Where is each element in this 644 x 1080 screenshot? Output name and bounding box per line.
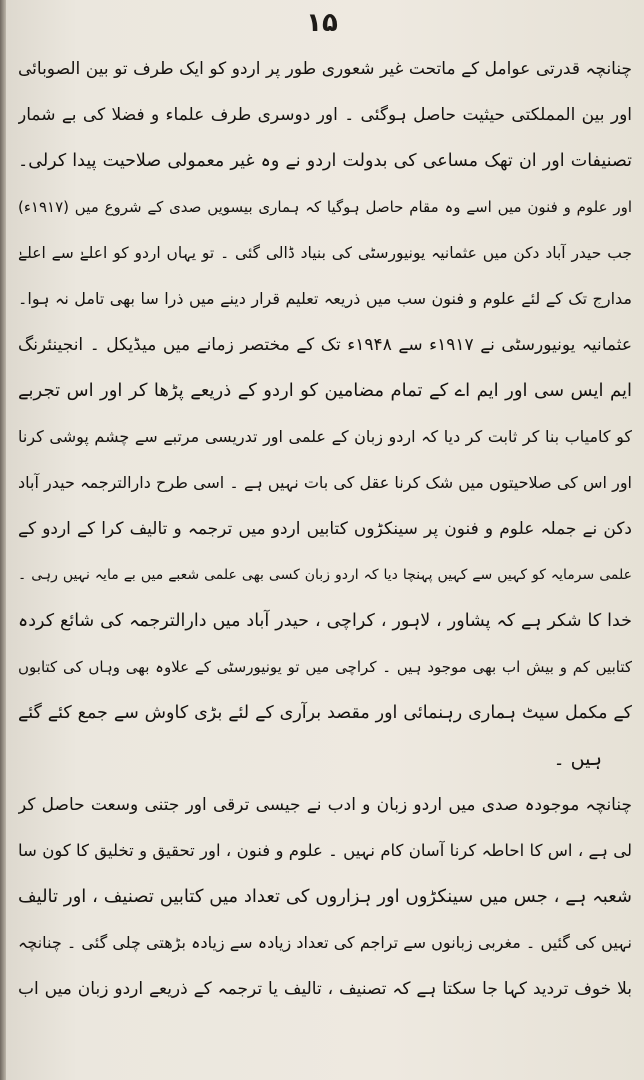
text-line: چنانچہ موجودہ صدی میں اردو زبان و ادب نے جیسی ترقی اور جتنی وسعت حاصل کر <box>18 795 632 815</box>
body-text <box>18 46 632 1012</box>
text-line: نہیں کی گئیں ۔ مغربی زبانوں سے تراجم کی تعداد زیادہ سے زیادہ بڑھتی چلی گئی ۔ چنانچہ <box>18 933 632 952</box>
text-line: اور بین المملکتی حیثیت حاصل ہوگئی ۔ اور دوسری طرف علماء و فضلا کی بے شمار <box>18 105 632 125</box>
text-line: مدارج تک کے لئے علوم و فنون سب میں ذریعہ تعلیم قرار دینے میں ذرا سا بھی تامل نہ ہوا۔ <box>18 289 632 308</box>
page-number: ۱۵ <box>306 8 338 38</box>
text-line: تصنیفات اور ان تھک مساعی کی بدولت اردو نے وہ غیر معمولی صلاحیت پیدا کرلی۔ <box>18 151 632 171</box>
text-line: اور اس کی صلاحیتوں میں شک کرنا عقل کی بات نہیں ہے ۔ اسی طرح دارالترجمہ حیدر آباد <box>18 473 632 492</box>
text-line: ایم ایس سی اور ایم اے کے تمام مضامین کو اردو کے ذریعے پڑھا کر اور اس تجربے <box>18 380 632 401</box>
text-line: شعبہ ہے ، جس میں سینکڑوں اور ہزاروں کی تعداد میں کتابیں تصنیف ، اور تالیف <box>18 886 632 907</box>
text-line: علمی سرمایہ کو کہیں سے کہیں پہنچا دیا کہ اردو زبان کسی بھی علمی شعبے میں بے مایہ نہیں رہی ۔ <box>18 567 632 583</box>
text-line: چنانچہ قدرتی عوامل کے ماتحت غیر شعوری طور پر اردو کو ایک طرف تو بین الصوبائی <box>18 59 632 79</box>
page-binding-shadow <box>0 0 6 1080</box>
text-line: کے مکمل سیٹ ہماری رہنمائی اور مقصد برآری کے لئے بڑی کاوش سے جمع کئے گئے <box>18 703 632 723</box>
text-line: بلا خوف تردید کہا جا سکتا ہے کہ تصنیف ، تالیف یا ترجمہ کے ذریعے اردو زبان میں اب <box>18 979 632 999</box>
text-line: دکن نے جملہ علوم و فنون پر سینکڑوں کتابیں اردو میں ترجمہ و تالیف کرا کے اردو کے <box>18 519 632 539</box>
text-line: کتابیں کم و بیش اب بھی موجود ہیں ۔ کراچی میں تو یونیورسٹی کے علاوہ بھی وہاں کی کتابوں <box>18 658 632 676</box>
text-line: لی ہے ، اس کا احاطہ کرنا آسان کام نہیں ۔ علوم و فنون ، اور تحقیق و تخلیق کا کون سا <box>18 841 632 860</box>
text-line: جب حیدر آباد دکن میں عثمانیہ یونیورسٹی کی بنیاد ڈالی گئی ۔ تو یہاں اردو کو اعلےٰ سے اعلےٰ <box>18 244 632 262</box>
text-line: اور علوم و فنون میں اسے وہ مقام حاصل ہوگیا کہ ہماری بیسویں صدی کے شروع میں (۱۹۱۷ء) <box>18 198 632 216</box>
text-line: عثمانیہ یونیورسٹی نے ۱۹۱۷ء سے ۱۹۴۸ء تک کے مختصر زمانے میں میڈیکل ۔ انجینئرنگ <box>18 335 632 355</box>
text-line: ہیں ۔ <box>553 748 602 770</box>
text-line: کو کامیاب بنا کر ثابت کر دیا کہ اردو زبان کے علمی اور تدریسی مرتبے سے چشم پوشی کرنا <box>18 427 632 446</box>
text-line: خدا کا شکر ہے کہ پشاور ، لاہور ، کراچی ، حیدر آباد میں دارالترجمہ کی شائع کردہ <box>18 611 632 631</box>
